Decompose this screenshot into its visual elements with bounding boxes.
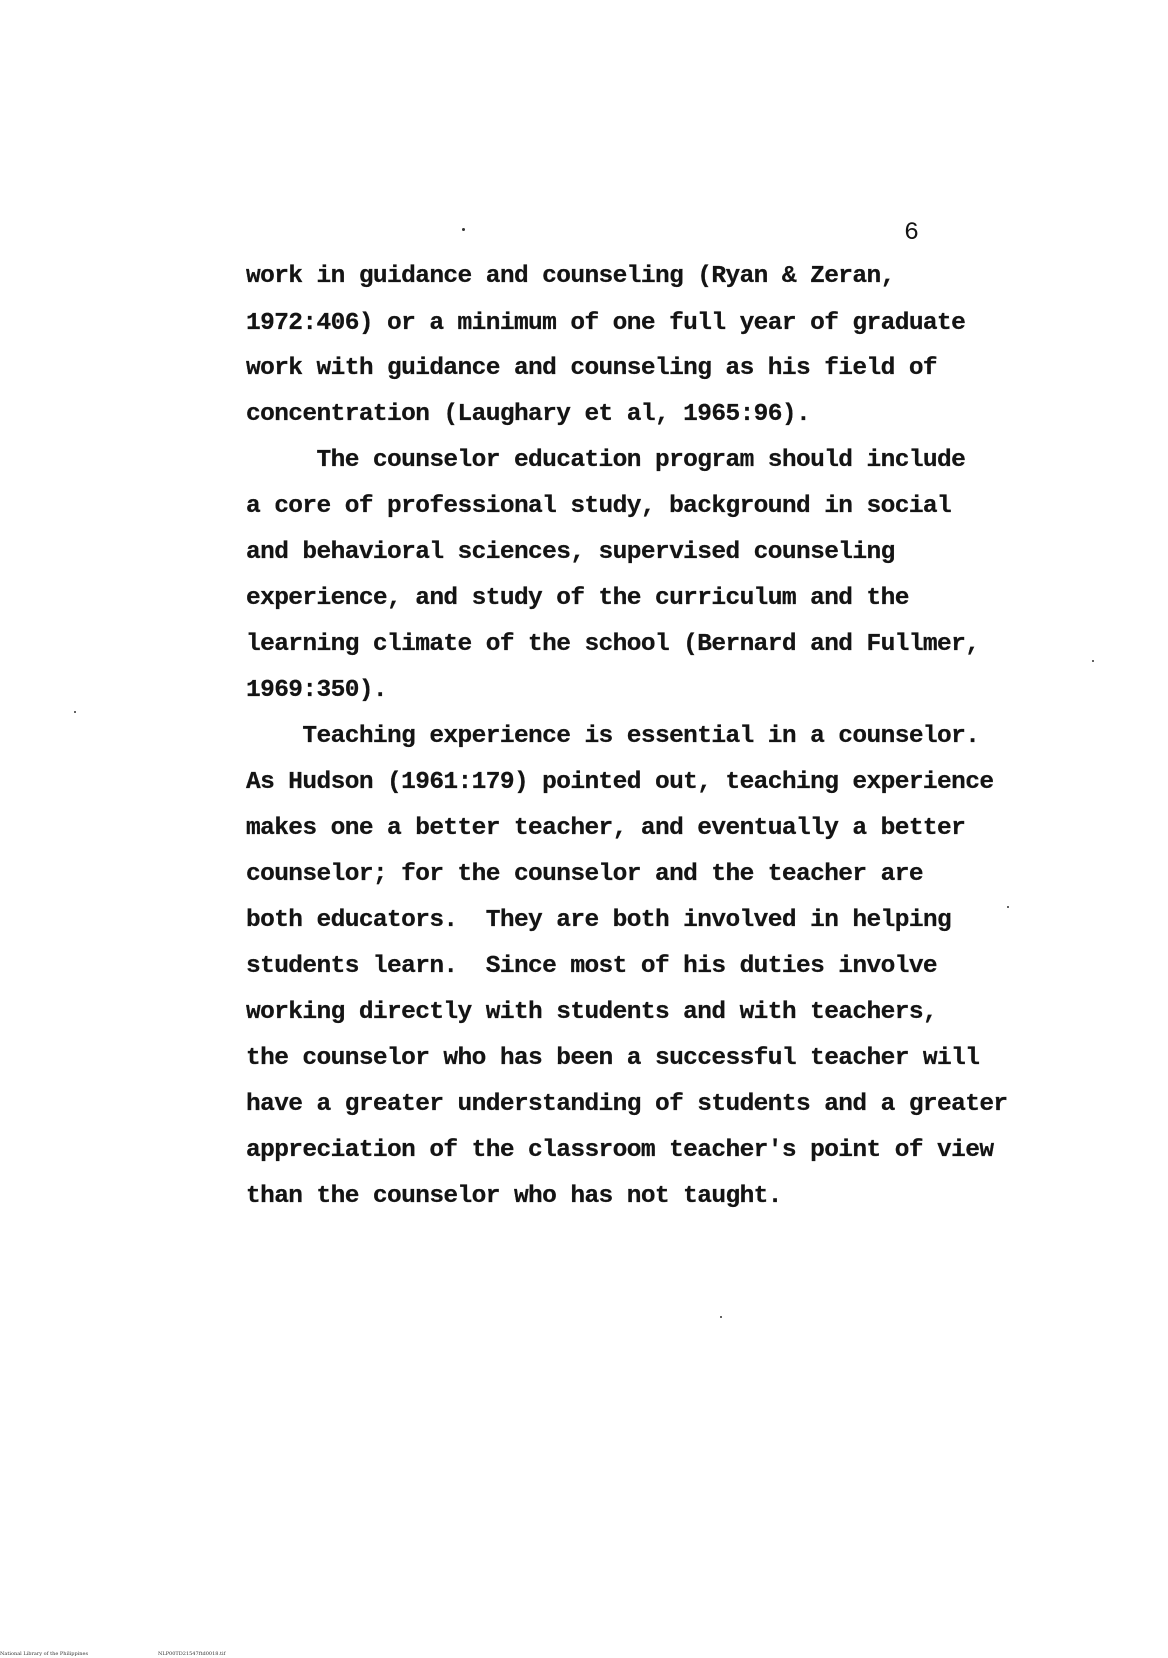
text-line: Teaching experience is essential in a counselor.: [246, 723, 980, 750]
text-line: The counselor education program should include: [246, 447, 966, 474]
text-line: work with guidance and counseling as his field of: [246, 355, 938, 382]
text-line: counselor; for the counselor and the teacher are: [246, 861, 923, 888]
text-line: both educators. They are both involved in helping: [246, 907, 952, 934]
text-line: 1969:350).: [246, 677, 388, 704]
text-line: 1972:406) or a minimum of one full year of graduate: [246, 310, 966, 337]
page-number: 6: [904, 218, 920, 247]
text-line: have a greater understanding of students and a greater: [246, 1091, 1008, 1118]
scan-speck: [74, 711, 76, 713]
text-line: appreciation of the classroom teacher's point of view: [246, 1137, 994, 1164]
text-line: than the counselor who has not taught.: [246, 1183, 782, 1210]
text-line: students learn. Since most of his duties involve: [246, 953, 938, 980]
text-line: work in guidance and counseling (Ryan & Zeran,: [246, 263, 895, 290]
text-line: learning climate of the school (Bernard and Fullmer,: [246, 631, 980, 658]
footer-filename: NLP00TD21547ftd0018.tif: [158, 1651, 226, 1657]
text-line: a core of professional study, background in social: [246, 493, 952, 520]
scan-speck: [1007, 906, 1009, 908]
text-line: experience, and study of the curriculum and the: [246, 585, 909, 612]
text-line: concentration (Laughary et al, 1965:96).: [246, 401, 811, 428]
text-line: makes one a better teacher, and eventually a better: [246, 815, 966, 842]
text-line: the counselor who has been a successful teacher will: [246, 1045, 980, 1072]
text-line: working directly with students and with teachers,: [246, 999, 938, 1026]
scan-speck: [720, 1316, 722, 1318]
text-line: and behavioral sciences, supervised counseling: [246, 539, 895, 566]
scan-speck: [462, 228, 465, 231]
footer-library: National Library of the Philippines: [0, 1651, 89, 1657]
scan-speck: [1092, 660, 1094, 662]
text-line: As Hudson (1961:179) pointed out, teaching experience: [246, 769, 994, 796]
